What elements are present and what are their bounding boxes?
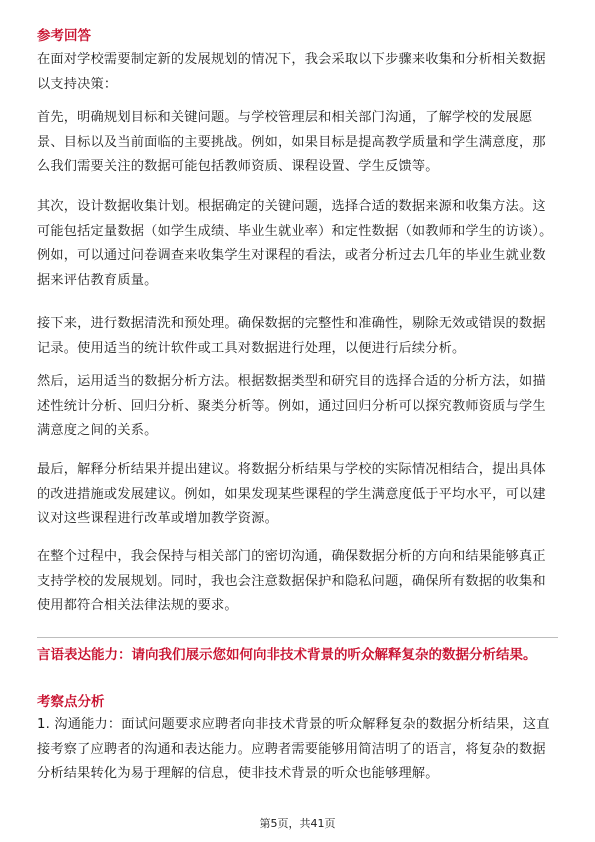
answer-step-2: 其次，设计数据收集计划。根据确定的关键问题，选择合适的数据来源和收集方法。这可能包括定量数据（如学生成绩、毕业生就业率）和定性数据（如教师和学生的访谈）。例如，可以通过问卷调查来收集学生对课程的看法，或者分析过去几年的毕业生就业数据来评估教育质量。 [37,199,553,288]
interview-question: 言语表达能力：请向我们展示您如何向非技术背景的听众解释复杂的数据分析结果。 [37,647,537,663]
answer-heading: 参考回答 [37,28,91,44]
answer-intro: 在面对学校需要制定新的发展规划的情况下，我会采取以下步骤来收集和分析相关数据以支持决策： [37,52,546,92]
answer-step-4: 然后，运用适当的数据分析方法。根据数据类型和研究目的选择合适的分析方法，如描述性统计分析、回归分析、聚类分析等。例如，通过回归分析可以探究教师资质与学生满意度之间的关系。 [37,374,546,438]
answer-step-5: 最后，解释分析结果并提出建议。将数据分析结果与学校的实际情况相结合，提出具体的改进措施或发展建议。例如，如果发现某些课程的学生满意度低于平均水平，可以建议对这些课程进行改革或增加教学资源。 [37,462,546,526]
answer-step-1: 首先，明确规划目标和关键问题。与学校管理层和相关部门沟通，了解学校的发展愿景、目标以及当前面临的主要挑战。例如，如果目标是提高教学质量和学生满意度，那么我们需要关注的数据可能包括教师资质、课程设置、学生反馈等。 [37,110,546,174]
answer-step-6: 在整个过程中，我会保持与相关部门的密切沟通，确保数据分析的方向和结果能够真正支持学校的发展规划。同时，我也会注意数据保护和隐私问题，确保所有数据的收集和使用都符合相关法律法规的要求。 [37,549,546,613]
page-number: 第5页，共41页 [259,817,336,830]
answer-step-3: 接下来，进行数据清洗和预处理。确保数据的完整性和准确性，剔除无效或错误的数据记录。使用适当的统计软件或工具对数据进行处理，以便进行后续分析。 [37,316,546,356]
analysis-point-1: 1. 沟通能力：面试问题要求应聘者向非技术背景的听众解释复杂的数据分析结果，这直接考察了应聘者的沟通和表达能力。应聘者需要能够用简洁明了的语言，将复杂的数据分析结果转化为易于理解的信息，使非技术背景的听众也能够理解。 [37,717,550,781]
analysis-heading: 考察点分析 [37,694,105,710]
section-divider [37,637,558,638]
